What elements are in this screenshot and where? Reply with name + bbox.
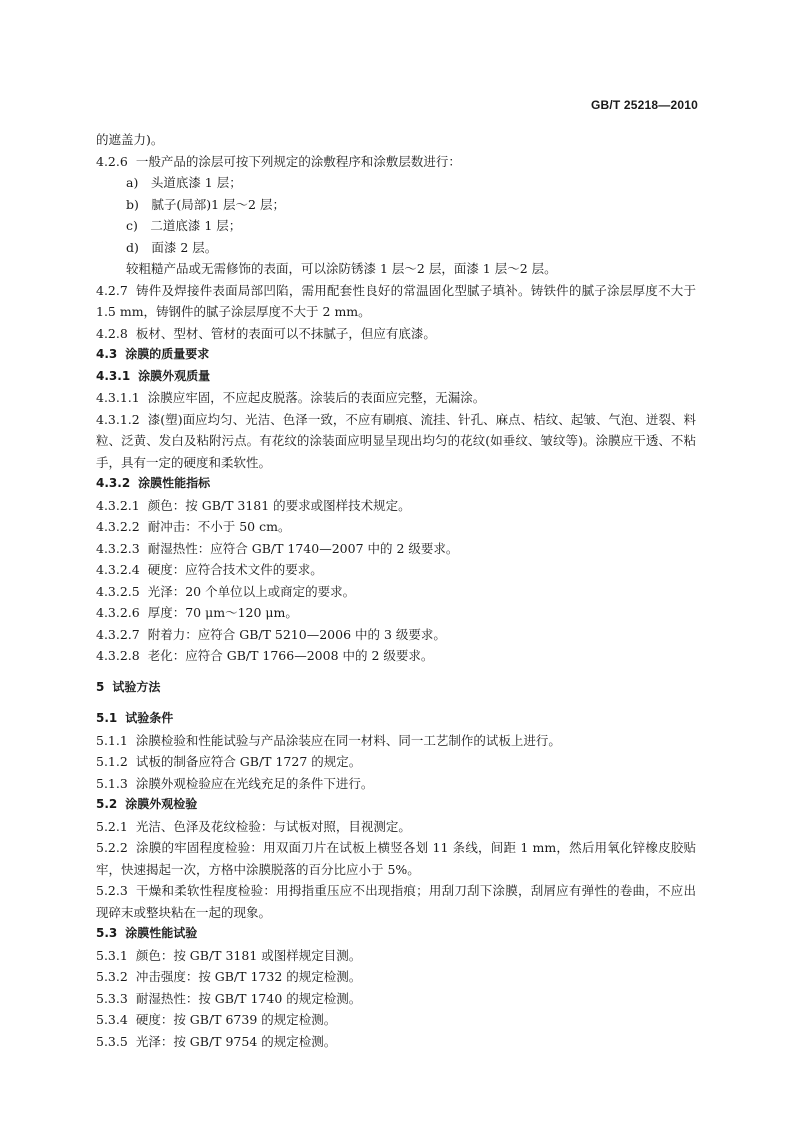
clause-number: 5.1 [96,711,118,725]
clause-5-3-4 [96,1009,696,1031]
clause-number: 4.3.2.3 [96,540,140,556]
clause-text: 涂膜检验和性能试验与产品涂装应在同一材料、同一工艺制作的试板上进行。 [135,732,561,748]
spacer [96,698,696,708]
section-heading-4-3-2 [96,473,696,495]
clause-4-3-2-3 [96,538,696,560]
clause-number: 5.3.2 [96,969,128,984]
clause-5-1-1 [96,730,696,752]
clause-number: 5 [96,679,105,694]
clause-text: 耐冲击：不小于 50 cm。 [147,519,291,534]
clause-text: 光泽：按 GB/T 9754 的规定检测。 [135,1033,337,1049]
heading-text: 涂膜外观质量 [138,368,211,383]
standard-number-header: GB/T 25218—2010 [590,98,698,112]
clause-number: 5.1.1 [96,732,128,748]
heading-text: 涂膜的质量要求 [125,347,210,361]
clause-text: 耐湿热性：应符合 GB/T 1740—2007 中的 2 级要求。 [147,540,459,556]
clause-text: 硬度：应符合技术文件的要求。 [147,562,323,577]
spacer [96,667,696,677]
clause-5-3-1 [96,945,696,967]
clause-4-3-1-1 [96,387,696,409]
clause-5-3-5 [96,1031,696,1053]
clause-4-3-2-4 [96,559,696,581]
clause-number: 5.3.5 [96,1033,128,1049]
clause-text: 涂膜外观检验应在光线充足的条件下进行。 [135,775,374,791]
clause-4-3-2-7 [96,624,696,646]
clause-5-1-2 [96,751,696,773]
clause-text: 一般产品的涂层可按下列规定的涂敷程序和涂敷层数进行： [135,153,461,169]
clause-4-3-2-2 [96,516,696,538]
list-item-b: b) 腻子(局部)1 层～2 层； [126,196,285,212]
heading-text: 涂膜外观检验 [125,797,198,811]
clause-text: 光泽：20 个单位以上或商定的要求。 [147,583,356,599]
clause-number: 4.3 [96,347,118,361]
clause-text: 试板的制备应符合 GB/T 1727 的规定。 [135,754,362,769]
clause-text: 颜色：按 GB/T 3181 或图样规定目测。 [135,947,362,963]
list-item-d: d) 面漆 2 层。 [126,239,218,255]
clause-4-3-1-2 [96,409,696,474]
clause-text: 硬度：按 GB/T 6739 的规定检测。 [135,1012,337,1027]
clause-text: 涂膜应牢固，不应起皮脱落。涂装后的表面应完整，无漏涂。 [147,390,486,405]
list-item-c: c) 二道底漆 1 层； [126,218,242,233]
heading-text: 涂膜性能试验 [125,926,198,940]
clause-4-3-2-1 [96,495,696,517]
document-body [96,129,696,1052]
chapter-heading-5 [96,677,696,699]
clause-number: 4.3.2.5 [96,583,140,599]
clause-number: 4.3.1.2 [96,411,140,427]
clause-text: 光洁、色泽及花纹检验：与试板对照，目视测定。 [135,818,411,834]
paragraph-text: 较粗糙产品或无需修饰的表面，可以涂防锈漆 1 层～2 层，面漆 1 层～2 层。 [126,261,557,276]
clause-number: 5.3.4 [96,1012,128,1027]
clause-number: 4.3.2.1 [96,497,140,513]
section-heading-5-1 [96,708,696,730]
clause-5-1-3 [96,773,696,795]
clause-text: 漆(塑)面应均匀、光洁、色泽一致，不应有刷痕、流挂、针孔、麻点、桔纹、起皱、气泡、迸裂、料粒、泛黄、发白及粘附污点。有花纹的涂装面应明显呈现出均匀的花纹(如垂纹、皱纹等)。涂膜应干透、不粘手，具有一定的硬度和柔软性。 [96,411,696,470]
clause-number: 5.3.3 [96,990,128,1006]
clause-5-2-3 [96,880,696,923]
clause-4-3-2-6 [96,602,696,624]
clause-5-3-2 [96,966,696,988]
clause-4-3-2-5 [96,581,696,603]
clause-number: 5.2.1 [96,818,128,834]
heading-text: 涂膜性能指标 [138,476,211,490]
section-heading-4-3 [96,344,696,366]
section-heading-5-3 [96,923,696,945]
clause-number: 4.3.2.4 [96,562,140,577]
text-line: 的遮盖力)。 [96,132,164,147]
clause-text: 铸件及焊接件表面局部凹陷，需用配套性良好的常温固化型腻子填补。铸铁件的腻子涂层厚度不大于 1.5 mm，铸钢件的腻子涂层厚度不大于 2 mm。 [96,282,696,319]
heading-text: 试验条件 [125,711,174,725]
clause-text: 干燥和柔软性程度检验：用拇指重压应不出现指痕；用刮刀刮下涂膜，刮屑应有弹性的卷曲，不应出现碎末或整块粘在一起的现象。 [96,883,696,920]
clause-number: 5.2 [96,797,118,811]
heading-text: 试验方法 [112,679,161,694]
clause-number: 5.3.1 [96,947,128,963]
clause-text: 冲击强度：按 GB/T 1732 的规定检测。 [135,969,362,984]
clause-number: 4.3.2.7 [96,626,140,642]
clause-number: 4.3.2.8 [96,648,140,663]
clause-number: 5.3 [96,926,118,940]
clause-number: 4.2.7 [96,282,128,298]
clause-5-2-1 [96,816,696,838]
clause-number: 5.2.3 [96,883,128,898]
clause-5-3-3 [96,988,696,1010]
clause-number: 5.1.2 [96,754,128,769]
clause-number: 4.3.2.6 [96,605,140,620]
clause-4-3-2-8 [96,645,696,667]
clause-4-2-7 [96,280,696,323]
clause-4-2-8 [96,323,696,345]
clause-number: 4.2.8 [96,325,128,341]
clause-4-2-6 [96,151,696,173]
clause-text: 附着力：应符合 GB/T 5210—2006 中的 3 级要求。 [147,626,446,642]
clause-text: 耐湿热性：按 GB/T 1740 的规定检测。 [135,990,362,1006]
section-heading-5-2 [96,794,696,816]
clause-text: 板材、型材、管材的表面可以不抹腻子，但应有底漆。 [135,325,436,341]
clause-text: 老化：应符合 GB/T 1766—2008 中的 2 级要求。 [147,648,434,663]
clause-text: 厚度：70 μm～120 μm。 [147,605,298,620]
list-item-a: a) 头道底漆 1 层； [126,175,242,190]
clause-number: 4.3.2.2 [96,519,140,534]
clause-number: 4.3.2 [96,476,131,490]
section-heading-4-3-1 [96,366,696,388]
clause-number: 5.1.3 [96,775,128,791]
clause-text: 涂膜的牢固程度检验：用双面刀片在试板上横竖各划 11 条线，间距 1 mm，然后用氧化锌橡皮胶贴牢，快速揭起一次，方格中涂膜脱落的百分比应小于 5%。 [96,840,696,877]
clause-text: 颜色：按 GB/T 3181 的要求或图样技术规定。 [147,497,411,513]
clause-5-2-2 [96,837,696,880]
clause-number: 4.2.6 [96,153,128,169]
clause-number: 4.3.1 [96,368,131,383]
clause-number: 4.3.1.1 [96,390,140,405]
clause-number: 5.2.2 [96,840,128,855]
